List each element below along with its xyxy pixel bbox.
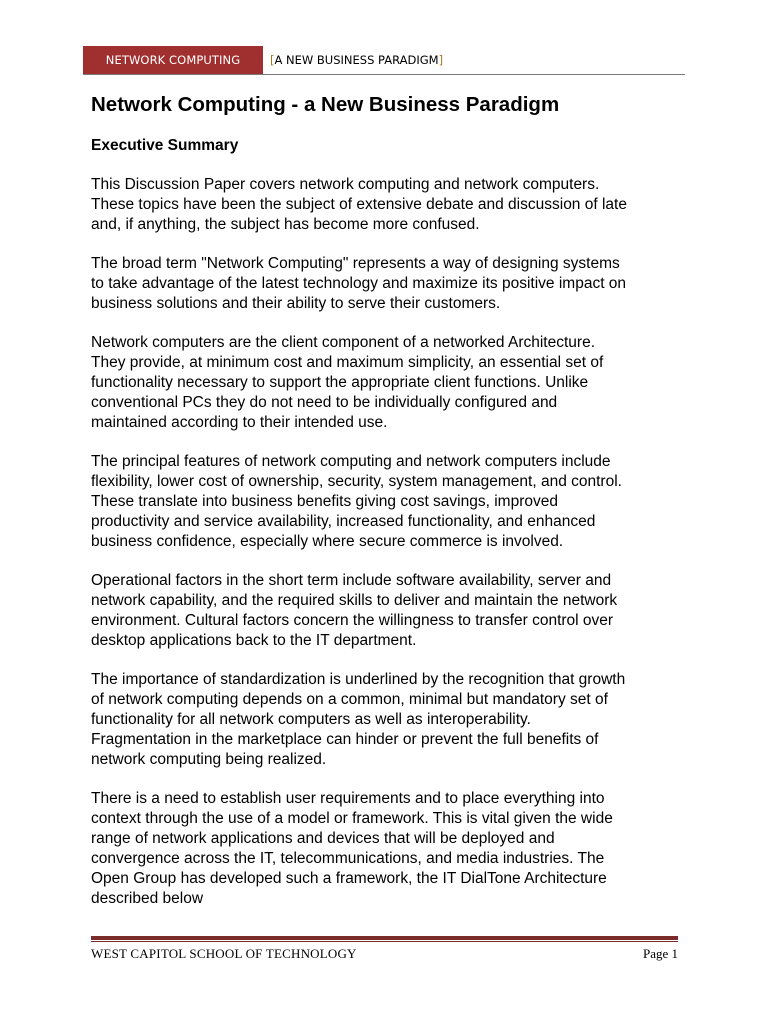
- header-bracket-open: [: [270, 53, 275, 67]
- document-body: [91, 88, 691, 909]
- paragraph-line: This Discussion Paper covers network computing and network computers.: [91, 176, 600, 193]
- document-title: Network Computing - a New Business Paradigm: [91, 93, 560, 116]
- footer-divider-thick: [91, 936, 678, 940]
- paragraph-line: network capability, and the required skills to deliver and maintain the network: [91, 592, 618, 609]
- paragraph-line: range of network applications and devices that will be deployed and: [91, 830, 555, 847]
- paragraph-line: functionality necessary to support the appropriate client functions. Unlike: [91, 374, 589, 391]
- header-tab: NETWORK COMPUTING: [83, 46, 263, 74]
- footer-row: [91, 942, 678, 966]
- header-subtitle-group: [270, 46, 443, 74]
- paragraph-line: productivity and service availability, increased functionality, and enhanced: [91, 513, 596, 530]
- paragraph-line: There is a need to establish user requirements and to place everything into: [91, 790, 605, 807]
- paragraph-line: to take advantage of the latest technology and maximize its positive impact on: [91, 275, 627, 292]
- page-footer: [91, 936, 678, 966]
- paragraph-line: described below: [91, 890, 204, 907]
- paragraph-1: [91, 175, 691, 235]
- paragraph-3: [91, 333, 691, 433]
- paragraph-line: functionality for all network computers as well as interoperability.: [91, 711, 531, 728]
- paragraph-line: These topics have been the subject of extensive debate and discussion of late: [91, 196, 627, 213]
- paragraph-line: of network computing depends on a common, minimal but mandatory set of: [91, 691, 608, 708]
- footer-page-number: Page 1: [642, 946, 678, 961]
- paragraph-line: convergence across the IT, telecommunications, and media industries. The: [91, 850, 605, 867]
- page-header: [83, 46, 685, 74]
- section-heading: Executive Summary: [91, 137, 239, 154]
- paragraph-line: flexibility, lower cost of ownership, security, system management, and control.: [91, 473, 622, 490]
- paragraph-line: The broad term "Network Computing" represents a way of designing systems: [91, 255, 620, 272]
- paragraph-line: They provide, at minimum cost and maximum simplicity, an essential set of: [91, 354, 604, 371]
- paragraph-line: conventional PCs they do not need to be individually configured and: [91, 394, 558, 411]
- paragraph-line: Operational factors in the short term include software availability, server and: [91, 572, 612, 589]
- paragraph-line: The importance of standardization is underlined by the recognition that growth: [91, 671, 626, 688]
- header-bracket-close: ]: [438, 53, 444, 67]
- paragraph-6: [91, 670, 691, 770]
- paragraph-line: Fragmentation in the marketplace can hinder or prevent the full benefits of: [91, 731, 599, 748]
- paragraph-line: Network computers are the client component of a networked Architecture.: [91, 334, 595, 351]
- paragraph-line: network computing being realized.: [91, 751, 327, 768]
- paragraph-2: [91, 254, 691, 314]
- paragraph-4: [91, 452, 691, 552]
- paragraph-7: [91, 789, 691, 909]
- paragraph-line: business confidence, especially where secure commerce is involved.: [91, 533, 564, 550]
- header-divider: [83, 74, 685, 75]
- header-subtitle: A NEW BUSINESS PARADIGM: [274, 53, 439, 67]
- paragraph-line: environment. Cultural factors concern the willingness to transfer control over: [91, 612, 614, 629]
- paragraph-line: business solutions and their ability to serve their customers.: [91, 295, 501, 312]
- paragraph-5: [91, 571, 691, 651]
- paragraph-line: and, if anything, the subject has become more confused.: [91, 216, 480, 233]
- paragraph-line: context through the use of a model or framework. This is vital given the wide: [91, 810, 613, 827]
- paragraph-line: The principal features of network computing and network computers include: [91, 453, 611, 470]
- paragraph-line: maintained according to their intended use.: [91, 414, 388, 431]
- paragraph-line: desktop applications back to the IT department.: [91, 632, 417, 649]
- paragraph-line: Open Group has developed such a framework, the IT DialTone Architecture: [91, 870, 607, 887]
- footer-school-name: WEST CAPITOL SCHOOL OF TECHNOLOGY: [91, 946, 357, 961]
- paragraph-line: These translate into business benefits giving cost savings, improved: [91, 493, 558, 510]
